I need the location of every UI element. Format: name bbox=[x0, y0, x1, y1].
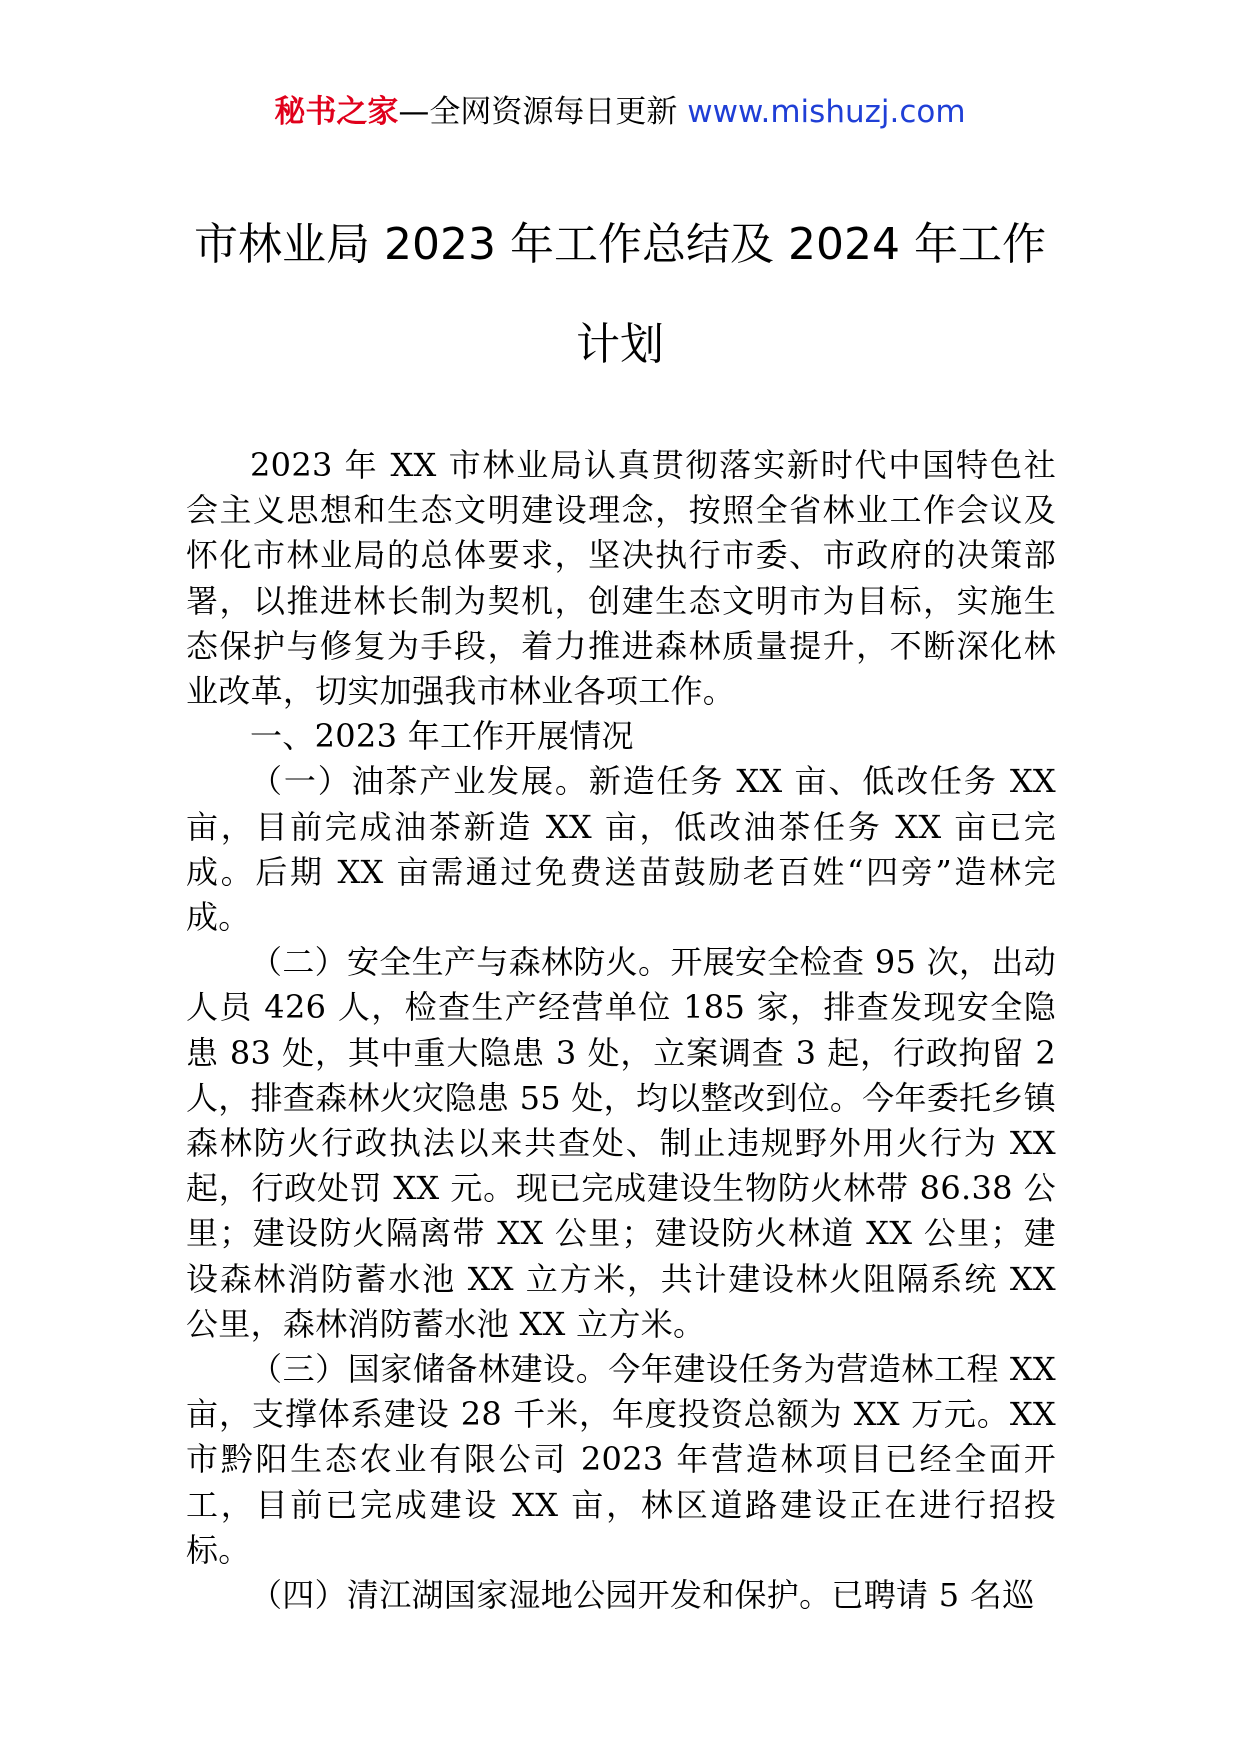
item-safety-fire-prevention: （二）安全生产与森林防火。开展安全检查 95 次，出动人员 426 人，检查生产经营单位 185 家，排查发现安全隐患 83 处，其中重大隐患 3 处，立案调查 3 起，行政拘留 2 人，排查森林火灾隐患 55 处，均以整改到位。今年委托乡镇森林防火行政执法以来共查处、制止违规野外用火行为 XX 起，行政处罚 XX 元。现已完成建设生物防火林带 86.38 公里；建设防火隔离带 XX 公里；建设防火林道 XX 公里；建设森林消防蓄水池 XX 立方米，共计建设林火阻隔系统 XX 公里，森林消防蓄水池 XX 立方米。 bbox=[186, 943, 1056, 1343]
intro-paragraph: 2023 年 XX 市林业局认真贯彻落实新时代中国特色社会主义思想和生态文明建设理念，按照全省林业工作会议及怀化市林业局的总体要求，坚决执行市委、市政府的决策部署，以推进林长制为契机，创建生态文明市为目标，实施生态保护与修复为手段，着力推进森林质量提升，不断深化林业改革，切实加强我市林业各项工作。 bbox=[186, 446, 1056, 711]
document-body bbox=[186, 443, 1056, 1618]
document-title bbox=[140, 195, 1100, 395]
item-wetland-park: （四）清江湖国家湿地公园开发和保护。已聘请 5 名巡 bbox=[250, 1576, 1035, 1615]
site-header bbox=[0, 92, 1240, 132]
title-line-1: 市林业局 2023 年工作总结及 2024 年工作 bbox=[194, 219, 1046, 270]
site-url-link[interactable]: www.mishuzj.com bbox=[687, 94, 966, 130]
site-brand: 秘书之家 bbox=[274, 94, 399, 130]
title-line-2: 计划 bbox=[576, 319, 664, 370]
item-oil-tea-industry: （一）油茶产业发展。新造任务 XX 亩、低改任务 XX 亩，目前完成油茶新造 XX 亩，低改油茶任务 XX 亩已完成。后期 XX 亩需通过免费送苗鼓励老百姓“四旁”造林完成。 bbox=[186, 762, 1056, 937]
site-tagline: —全网资源每日更新 bbox=[398, 94, 678, 130]
item-national-reserve-forest: （三）国家储备林建设。今年建设任务为营造林工程 XX 亩，支撑体系建设 28 千米，年度投资总额为 XX 万元。XX 市黔阳生态农业有限公司 2023 年营造林项目已经全面开工，目前已完成建设 XX 亩，林区道路建设正在进行招投标。 bbox=[186, 1350, 1056, 1569]
section-heading: 一、2023 年工作开展情况 bbox=[250, 717, 634, 756]
